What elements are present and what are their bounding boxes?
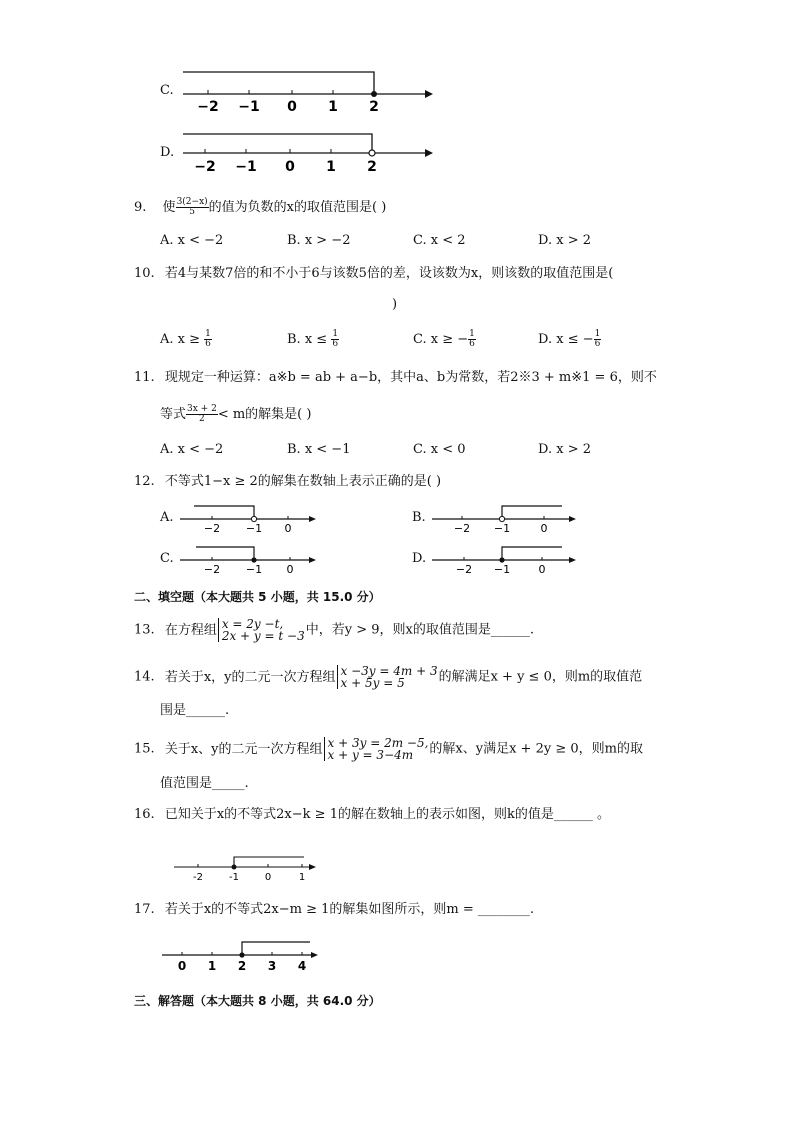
solid-point <box>232 865 237 870</box>
tick-label: −2 <box>203 522 221 535</box>
tick-label: 3 <box>267 959 277 973</box>
tick-label: 0 <box>285 159 295 175</box>
section-heading-solve: 三、解答题（本大题共 8 小题，共 64.0 分） <box>134 994 381 1008</box>
equation-system: x −3y = 4m + 3 x + 5y = 5 <box>337 665 438 689</box>
question-text: 使 <box>162 200 176 215</box>
q17-numberline <box>160 936 325 974</box>
question-number: 13. <box>134 622 155 638</box>
q9-option-d: D. x > 2 <box>538 233 591 248</box>
tick-label: 0 <box>177 959 187 973</box>
fraction: $\frac{1}{6}$ <box>205 329 211 349</box>
q11-option-a: A. x < −2 <box>160 442 224 457</box>
q12-option-c-label: C. <box>160 551 174 566</box>
question-15-line2: 值范围是_____. <box>160 776 249 791</box>
question-text: 不等式1−x ≥ 2的解集在数轴上表示正确的是( ) <box>164 474 442 489</box>
tick-label: 1 <box>207 959 217 973</box>
q10-option-c: C. x ≥ − $\frac{1}{6}$ <box>413 329 475 349</box>
tick-label: −1 <box>245 522 263 535</box>
tick-label: −2 <box>197 99 219 115</box>
solution-bracket <box>183 134 372 152</box>
tick-label: 2 <box>367 159 377 175</box>
tick-label: −2 <box>453 522 471 535</box>
fraction: $\frac{1}{6}$ <box>594 329 601 349</box>
tick-label: 1 <box>326 159 336 175</box>
solution-bracket <box>502 506 562 518</box>
q8-option-d-numberline <box>178 128 438 178</box>
tick-label: −1 <box>493 522 511 535</box>
question-11 <box>134 369 657 387</box>
question-17: 17. 若关于x的不等式2x−m ≥ 1的解集如图所示，则m = ________. <box>134 902 535 917</box>
axis-arrow <box>425 90 433 98</box>
solution-bracket <box>502 547 562 559</box>
q12-option-d-label: D. <box>412 551 427 566</box>
solid-point <box>371 91 377 97</box>
tick-label: 2 <box>369 99 379 115</box>
tick-label: −1 <box>235 159 257 175</box>
tick-label: 0 <box>540 522 548 535</box>
question-15: 15. 关于x、y的二元一次方程组 x + 3y = 2m −5, x + y = 3−4m 的解x、y满足x + 2y ≥ 0，则m的取 <box>134 736 643 762</box>
equation-system: x + 3y = 2m −5, x + y = 3−4m <box>324 737 429 761</box>
solid-point <box>499 557 504 562</box>
hollow-point <box>251 516 256 521</box>
q10-option-a: A. x ≥ $\frac{1}{6}$ <box>160 329 211 349</box>
axis-arrow <box>425 149 433 157</box>
question-number: 10. <box>134 266 155 281</box>
fraction: $\frac{3x + 2}{2}$ <box>187 404 217 424</box>
q12-option-b-label: B. <box>412 510 426 525</box>
question-number: 14. <box>134 669 155 685</box>
tick-label: 0 <box>538 563 546 576</box>
q8-option-c-numberline <box>178 66 438 116</box>
axis-arrow <box>569 557 576 563</box>
solid-point <box>251 557 256 562</box>
question-14-line2: 围是______. <box>160 703 230 718</box>
tick-label: −2 <box>455 563 473 576</box>
tick-label: 2 <box>237 959 247 973</box>
q10-option-b: B. x ≤ $\frac{1}{6}$ <box>287 329 339 349</box>
solution-bracket <box>196 547 254 559</box>
q11-option-b: B. x < −1 <box>287 442 351 457</box>
question-number: 11. <box>134 370 155 385</box>
tick-label: −2 <box>203 563 221 576</box>
tick-label: 0 <box>286 563 294 576</box>
q12-option-a-numberline <box>180 500 325 536</box>
tick-label: -2 <box>193 872 203 883</box>
axis-arrow <box>569 516 576 522</box>
question-12 <box>134 473 441 491</box>
solution-bracket <box>183 72 374 94</box>
tick-label: -1 <box>229 872 239 883</box>
question-13: 13. 在方程组 x = 2y −t, 2x + y = t −3 中，若y > 9，则x的取值范围是______. <box>134 617 534 643</box>
q12-option-c-numberline <box>180 541 325 577</box>
tick-label: 0 <box>287 99 297 115</box>
question-number: 12. <box>134 474 155 489</box>
tick-label: −1 <box>238 99 260 115</box>
equation-system: x = 2y −t, 2x + y = t −3 <box>218 618 305 642</box>
question-text: 若4与某数7倍的和不小于6与该数5倍的差，设该数为x，则该数的取值范围是( <box>164 266 614 281</box>
axis-arrow <box>309 557 316 563</box>
fraction: $\frac{1}{6}$ <box>332 329 339 349</box>
hollow-point <box>369 150 375 156</box>
q11-option-c: C. x < 0 <box>413 442 466 457</box>
question-number: 9. <box>134 200 147 215</box>
solution-bracket <box>234 857 304 867</box>
question-16: 16. 已知关于x的不等式2x−k ≥ 1的解在数轴上的表示如图，则k的值是______ 。 <box>134 807 610 822</box>
tick-label: −1 <box>493 563 511 576</box>
q12-option-b-numberline <box>432 500 582 536</box>
q16-numberline <box>172 850 322 884</box>
q12-option-a-label: A. <box>160 510 174 525</box>
axis-arrow <box>309 864 316 870</box>
solution-bracket <box>242 942 310 955</box>
q11-option-d: D. x > 2 <box>538 442 591 457</box>
question-text: 现规定一种运算：a※b = ab + a−b，其中a、b为常数，若2※3 + m※1 = 6，则不 <box>164 370 657 385</box>
solid-point <box>239 952 244 957</box>
fraction: $\frac{1}{6}$ <box>469 329 475 349</box>
tick-label: 1 <box>298 872 306 883</box>
tick-label: −1 <box>245 563 263 576</box>
question-14: 14. 若关于x，y的二元一次方程组 x −3y = 4m + 3 x + 5y = 5 的解满足x + y ≤ 0，则m的取值范 <box>134 664 643 690</box>
question-11-line2: 等式 $\frac{3x + 2}{2}$ < m的解集是( ) <box>160 404 312 424</box>
q9-option-b: B. x > −2 <box>287 233 351 248</box>
question-text: 的值为负数的x的取值范围是( ) <box>208 200 387 215</box>
q9-option-c: C. x < 2 <box>413 233 466 248</box>
axis-arrow <box>311 952 318 958</box>
tick-label: −2 <box>194 159 216 175</box>
question-number: 15. <box>134 741 155 757</box>
tick-label: 0 <box>264 872 272 883</box>
question-number: 16. <box>134 807 155 822</box>
tick-label: 0 <box>284 522 292 535</box>
hollow-point <box>499 516 504 521</box>
tick-label: 1 <box>328 99 338 115</box>
axis-arrow <box>309 516 316 522</box>
tick-label: 4 <box>297 959 307 973</box>
q12-option-d-numberline <box>432 541 582 577</box>
question-10-close-paren: ) <box>392 297 398 312</box>
question-number: 17. <box>134 902 155 917</box>
solution-bracket <box>194 506 254 518</box>
section-heading-fill-in: 二、填空题（本大题共 5 小题，共 15.0 分） <box>134 590 381 604</box>
q8-option-d-label: D. <box>160 145 175 160</box>
question-10 <box>134 265 613 283</box>
question-9 <box>134 198 386 217</box>
fraction: $\frac{3(2-x)}{5}$ <box>176 197 208 217</box>
q9-option-a: A. x < −2 <box>160 233 224 248</box>
q8-option-c-label: C. <box>160 83 174 98</box>
q10-option-d: D. x ≤ − $\frac{1}{6}$ <box>538 329 601 349</box>
